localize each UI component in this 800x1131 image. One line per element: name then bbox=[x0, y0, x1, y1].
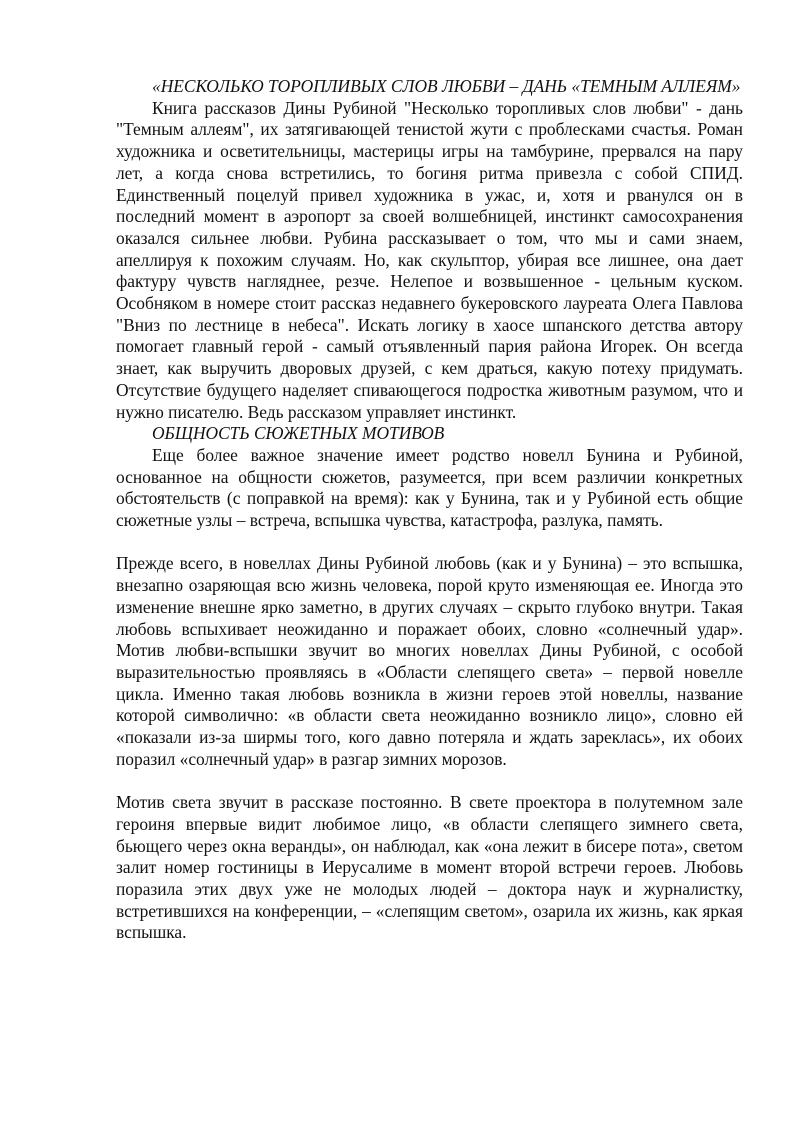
section-heading-plot-motifs: ОБЩНОСТЬ СЮЖЕТНЫХ МОТИВОВ bbox=[152, 423, 445, 444]
paragraph-light-motif: Мотив света звучит в рассказе постоянно. В свете проектора в полутемном зале героиня впервые видит любимое лицо, «в области слепящего зимнего света, бьющего через окна веранды», он наблюдал, как «она лежит в бисере пота», светом залит номер гостиницы в Иерусалиме в момент второй встречи героев. Любовь поразила этих двух уже не молодых людей – доктора наук и журналистку, встретившихся на конференции, – «слепящим светом», озарила их жизнь, как яркая вспышка. bbox=[116, 792, 743, 943]
section-heading-dark-alleys: «НЕСКОЛЬКО ТОРОПЛИВЫХ СЛОВ ЛЮБВИ – ДАНЬ «ТЕМНЫМ АЛЛЕЯМ» bbox=[152, 76, 741, 96]
paragraph-love-flash: Прежде всего, в новеллах Дины Рубиной любовь (как и у Бунина) – это вспышка, внезапно озаряющая всю жизнь человека, порой круто изменяющая ее. Иногда это изменение внешне ярко заметно, в других случаях – скрыто глубоко внутри. Такая любовь вспыхивает неожиданно и поражает обоих, словно «солнечный удар». Мотив любви-вспышки звучит во многих новеллах Дины Рубиной, с особой выразительностью проявляясь в «Области слепящего света» – первой новелле цикла. Именно такая любовь возникла в жизни героев этой новеллы, название которой символично: «в области света неожиданно возникло лицо», словно ей «показали из-за ширмы того, кого давно потеряла и ждать зареклась», их обоих поразил «солнечный удар» в разгар зимних морозов. bbox=[116, 553, 743, 769]
blank-line bbox=[116, 770, 743, 792]
blank-line bbox=[116, 532, 743, 554]
paragraph-book-review: Книга рассказов Дины Рубиной "Несколько торопливых слов любви" - дань "Темным аллеям", их затягивающей тенистой жути с проблесками счастья. Роман художника и осветительницы, мастерицы игры на тамбурине, прервался на пару лет, а когда снова встретились, то богиня ритма привезла с собой СПИД. Единственный поцелуй привел художника в ужас, и, хотя и рванулся он в последний момент в аэропорт за своей волшебницей, инстинкт самосохранения оказался сильнее любви. Рубина рассказывает о том, что мы и сами знаем, апеллируя к похожим случаям. Но, как скульптор, убирая все лишнее, она дает фактуру чувств нагляднее, резче. Нелепое и возвышенное - цельным куском. Особняком в номере стоит рассказ недавнего букеровского лауреата Олега Павлова "Вниз по лестнице в небеса". Искать логику в хаосе шпанского детства автору помогает главный герой - самый отъявленный пария района Игорек. Он всегда знает, как выручить дворовых друзей, с кем драться, какую потеху придумать. Отсутствие будущего наделяет спивающегося подростка животным разумом, что и нужно писателю. Ведь рассказом управляет инстинкт. bbox=[116, 97, 743, 422]
paragraph-plot-similarity: Еще более важное значение имеет родство новелл Бунина и Рубиной, основанное на общности сюжетов, разумеется, при всем различии конкретных обстоятельств (с поправкой на время): как у Бунина, так и у Рубиной есть общие сюжетные узлы – встреча, вспышка чувства, катастрофа, разлука, память. bbox=[116, 444, 743, 531]
document-page bbox=[116, 76, 743, 944]
